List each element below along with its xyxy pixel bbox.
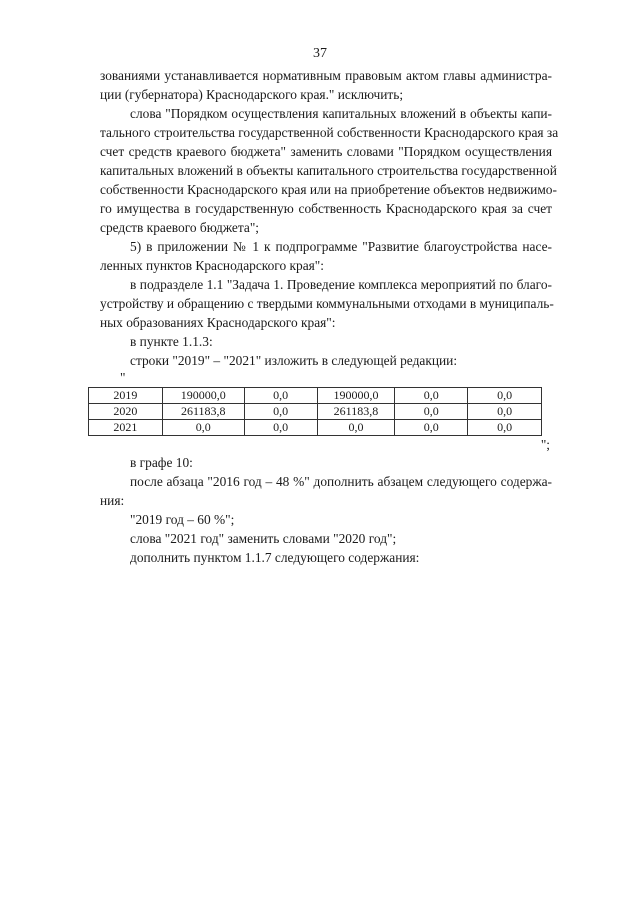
table-cell: 0,0	[162, 420, 244, 436]
table-row	[89, 388, 542, 404]
paragraph-block-top	[100, 66, 559, 370]
text-line: ных образованиях Краснодарского края":	[100, 315, 336, 330]
text-line: счет средств краевого бюджета" заменить словами "Порядком осуществления	[100, 144, 552, 159]
table-cell: 190000,0	[162, 388, 244, 404]
table-cell: 0,0	[317, 420, 395, 436]
text-line: средств краевого бюджета";	[100, 220, 260, 235]
text-line: после абзаца "2016 год – 48 %" дополнить абзацем следующего содержа-	[130, 474, 552, 489]
text-line: ния:	[100, 493, 125, 508]
table-cell: 2019	[89, 388, 163, 404]
text-line: в подразделе 1.1 "Задача 1. Проведение комплекса мероприятий по благо-	[130, 277, 552, 292]
paragraph-block-bottom	[100, 453, 552, 567]
text-line: в пункте 1.1.3:	[130, 334, 213, 349]
table-cell: 261183,8	[317, 404, 395, 420]
text-line: ленных пунктов Краснодарского края":	[100, 258, 324, 273]
opening-quote: "	[120, 370, 126, 385]
table-row	[89, 404, 542, 420]
text-line: дополнить пунктом 1.1.7 следующего содержания:	[130, 550, 420, 565]
text-line: строки "2019" – "2021" изложить в следующей редакции:	[130, 353, 458, 368]
data-table	[88, 387, 542, 436]
table-cell: 0,0	[395, 404, 468, 420]
table-cell: 0,0	[395, 420, 468, 436]
text-line: зованиями устанавливается нормативным правовым актом главы администра-	[100, 68, 552, 83]
text-line: тального строительства государственной собственности Краснодарского края за	[100, 125, 559, 140]
table-cell: 0,0	[244, 404, 317, 420]
table-cell: 0,0	[244, 388, 317, 404]
closing-quote: ";	[540, 437, 550, 452]
table-cell: 261183,8	[162, 404, 244, 420]
text-line: 5) в приложении № 1 к подпрограмме "Развитие благоустройства насе-	[130, 239, 552, 254]
document-body	[100, 66, 559, 567]
text-line: слова "2021 год" заменить словами "2020 год";	[130, 531, 397, 546]
table-cell: 0,0	[244, 420, 317, 436]
table-cell: 2020	[89, 404, 163, 420]
text-line: "2019 год – 60 %";	[130, 512, 235, 527]
table-row	[89, 420, 542, 436]
text-line: собственности Краснодарского края или на приобретение объектов недвижимо-	[100, 182, 557, 197]
table-cell: 190000,0	[317, 388, 395, 404]
table-cell: 2021	[89, 420, 163, 436]
text-line: капитальных вложений в объекты капитального строительства государственной	[100, 163, 557, 178]
page-number: 37	[313, 46, 327, 61]
text-line: в графе 10:	[130, 455, 193, 470]
text-line: го имущества в государственную собственность Краснодарского края за счет	[100, 201, 552, 216]
table-cell: 0,0	[468, 388, 542, 404]
table-cell: 0,0	[468, 404, 542, 420]
text-line: слова "Порядком осуществления капитальных вложений в объекты капи-	[130, 106, 552, 121]
text-line: устройству и обращению с твердыми коммунальными отходами в муниципаль-	[100, 296, 554, 311]
table-cell: 0,0	[468, 420, 542, 436]
text-line: ции (губернатора) Краснодарского края." исключить;	[100, 87, 404, 102]
table-cell: 0,0	[395, 388, 468, 404]
